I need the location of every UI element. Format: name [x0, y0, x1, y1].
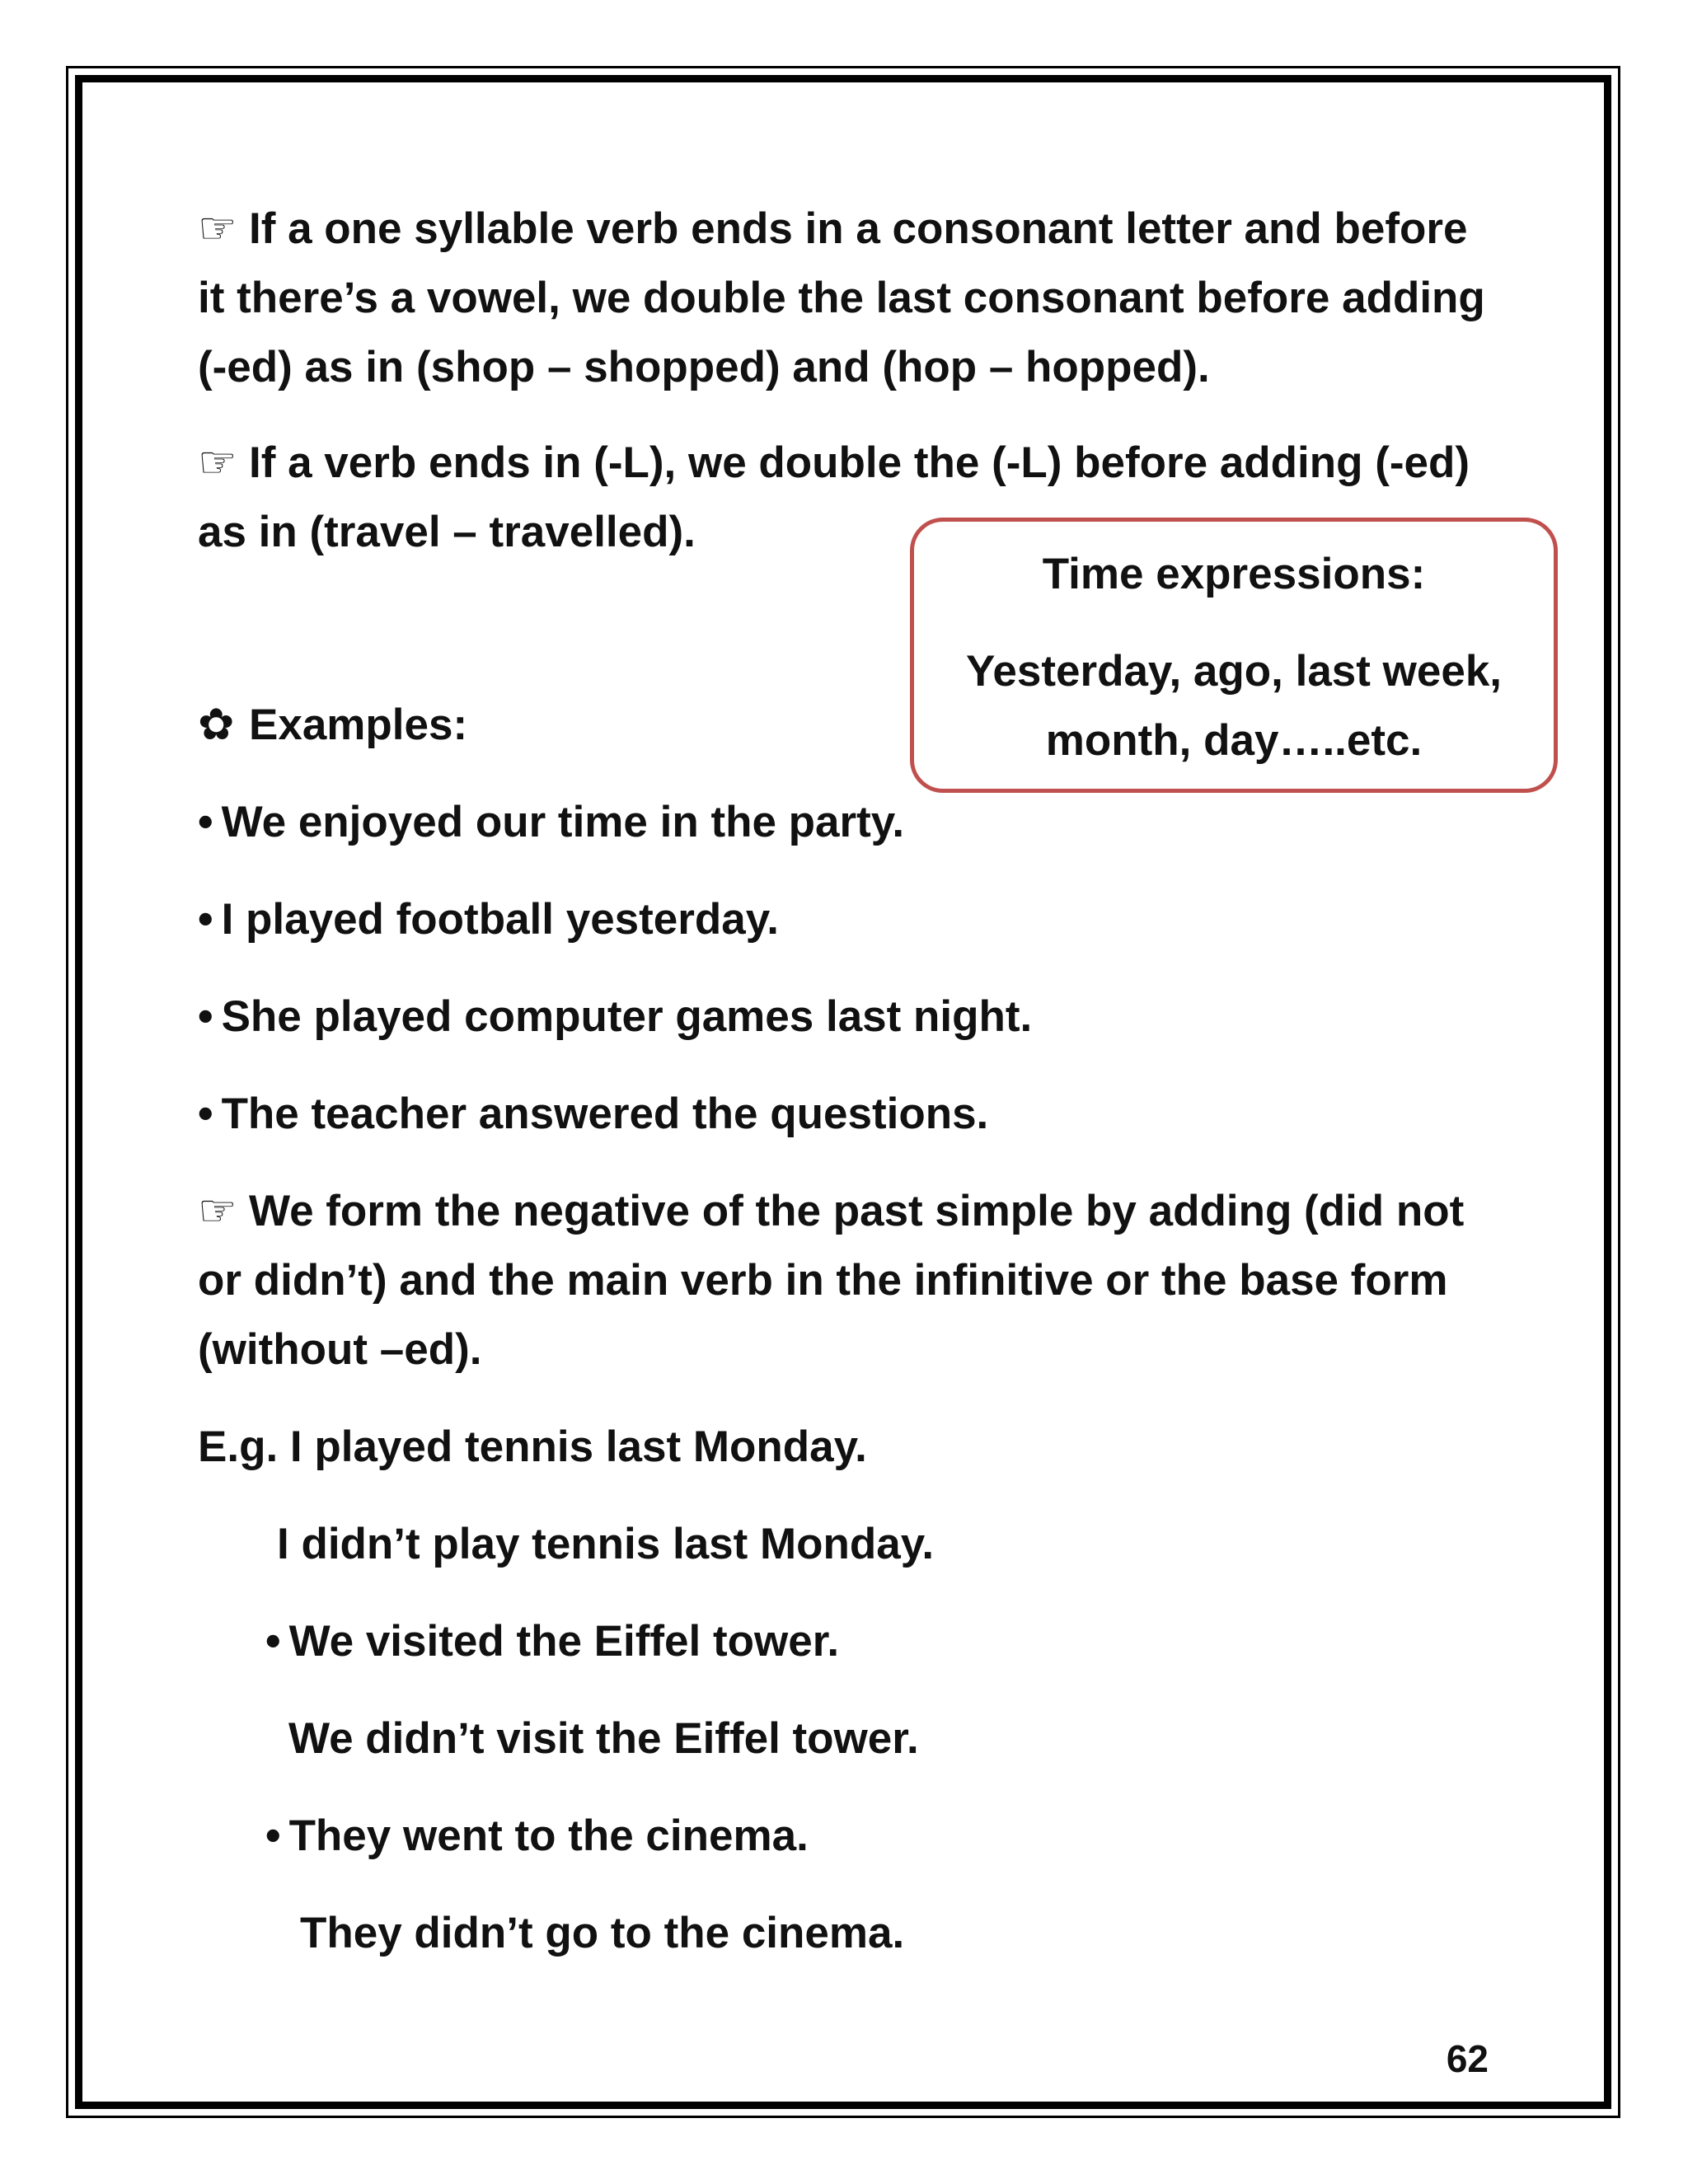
examples-heading: ✿ Examples:	[198, 691, 467, 760]
bullet-icon: •	[198, 992, 213, 1041]
negative-rule-line-2: or didn’t) and the main verb in the infinitive or the base form	[198, 1256, 1448, 1305]
negative-example-positive: • They went to the cinema.	[265, 1802, 809, 1871]
eg-line: E.g. I played tennis last Monday.	[198, 1422, 867, 1471]
pointing-hand-icon: ☞	[198, 1187, 237, 1235]
example-item: • She played computer games last night.	[198, 982, 1032, 1052]
negative-example-negative: We didn’t visit the Eiffel tower.	[288, 1714, 919, 1763]
negative-example-negative: They didn’t go to the cinema.	[300, 1909, 905, 1957]
flower-icon: ✿	[198, 701, 235, 749]
example-item: • I played football yesterday.	[198, 885, 779, 954]
bullet-icon: •	[198, 1090, 213, 1138]
eg-negative-line: I didn’t play tennis last Monday.	[277, 1520, 935, 1568]
negative-example-positive: • We visited the Eiffel tower.	[265, 1607, 839, 1676]
rule-1-line-1: ☞ If a one syllable verb ends in a consonant letter and before	[198, 194, 1468, 264]
example-item: • We enjoyed our time in the party.	[198, 788, 904, 857]
pointing-hand-icon: ☞	[198, 204, 237, 253]
bullet-icon: •	[265, 1811, 281, 1860]
time-expressions-box	[910, 518, 1558, 793]
time-expressions-line-2: month, day…..etc.	[1045, 716, 1423, 765]
time-expressions-title: Time expressions:	[1042, 550, 1426, 598]
bullet-icon: •	[265, 1617, 281, 1666]
rule-1-line-3: (-ed) as in (shop – shopped) and (hop – hopped).	[198, 343, 1210, 391]
page-number: 62	[1446, 2037, 1489, 2080]
time-expressions-line-1: Yesterday, ago, last week,	[965, 647, 1503, 696]
bullet-icon: •	[198, 895, 213, 944]
bullet-icon: •	[198, 798, 213, 846]
example-item: • The teacher answered the questions.	[198, 1080, 988, 1149]
rule-1-line-2: it there’s a vowel, we double the last consonant before adding	[198, 274, 1485, 322]
negative-rule-line-3: (without –ed).	[198, 1325, 482, 1374]
negative-rule-line-1: ☞ We form the negative of the past simple by adding (did not	[198, 1177, 1464, 1246]
rule-2-line-2: as in (travel – travelled).	[198, 508, 696, 556]
rule-2-line-1: ☞ If a verb ends in (-L), we double the (-L) before adding (-ed)	[198, 429, 1470, 498]
pointing-hand-icon: ☞	[198, 438, 237, 487]
